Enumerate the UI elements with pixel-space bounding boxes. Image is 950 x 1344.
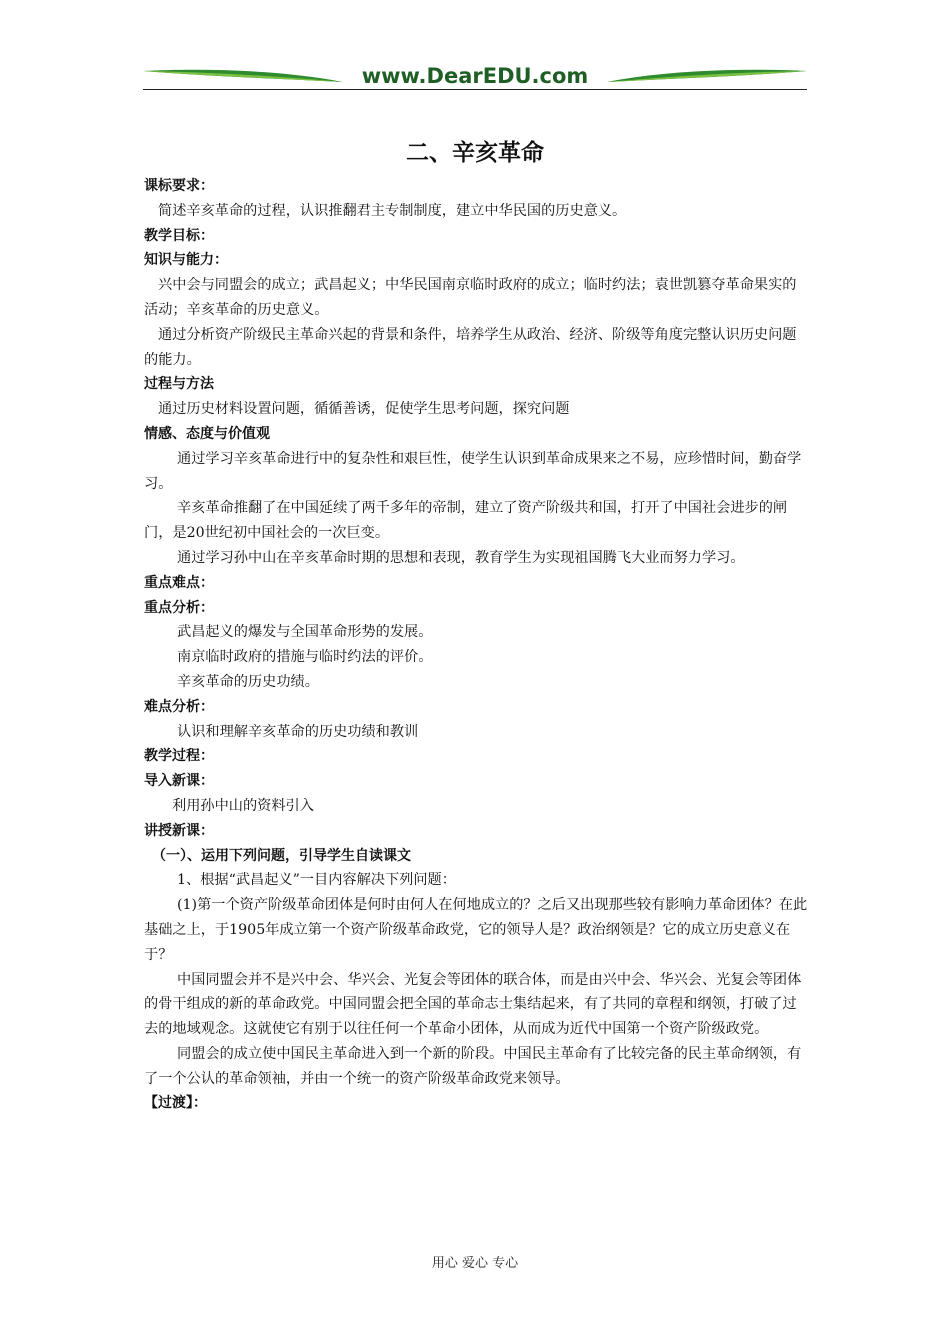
body-paragraph: 同盟会的成立使中国民主革命进入到一个新的阶段。中国民主革命有了比较完备的民主革命纲领，有了一个公认的革命领袖，并由一个统一的资产阶级革命政党来领导。: [144, 1045, 802, 1087]
body-paragraph: 兴中会与同盟会的成立；武昌起义；中华民国南京临时政府的成立；临时约法；袁世凯篡夺革命果实的活动；辛亥革命的历史意义。: [144, 277, 797, 318]
header-divider: [143, 89, 807, 90]
section-heading: 情感、态度与价值观: [144, 425, 270, 442]
section-heading: 课标要求：: [144, 178, 214, 194]
section-heading: 过程与方法: [144, 376, 214, 393]
body-paragraph: 武昌起义的爆发与全国革命形势的发展。: [177, 624, 433, 641]
section-heading: 教学目标：: [144, 227, 214, 244]
section-heading: 讲授新课：: [144, 822, 214, 839]
document-body: [144, 174, 808, 1116]
section-heading: 教学过程：: [144, 748, 214, 765]
body-paragraph: 通过分析资产阶级民主革命兴起的背景和条件，培养学生从政治、经济、阶级等角度完整认识历史问题的能力。: [144, 326, 797, 368]
section-heading: 重点难点：: [144, 574, 214, 591]
body-paragraph: 中国同盟会并不是兴中会、华兴会、光复会等团体的联合体，而是由兴中会、华兴会、光复会等团体的骨干组成的新的革命政党。中国同盟会把全国的革命志士集结起来，有了共同的章程和纲领，打破了过去的地域观念。这就使它有别于以往任何一个革命小团体，从而成为近代中国第一个资产阶级政党。: [144, 971, 802, 1038]
site-header-banner: [143, 62, 807, 92]
section-heading: 【过渡】：: [144, 1095, 207, 1112]
section-heading: 知识与能力：: [144, 252, 228, 269]
page-title: 二、辛亥革命: [406, 140, 544, 166]
body-paragraph: 利用孙中山的资料引入: [172, 797, 314, 814]
body-paragraph: 通过学习孙中山在辛亥革命时期的思想和表现，教育学生为实现祖国腾飞大业而努力学习。: [177, 549, 745, 566]
page-footer: 用心 爱心 专心: [431, 1256, 519, 1271]
site-logo-text: www.DearEDU.com: [361, 64, 589, 88]
body-paragraph: 通过学习辛亥革命进行中的复杂性和艰巨性，使学生认识到革命成果来之不易，应珍惜时间，勤奋学习。: [144, 450, 802, 492]
body-paragraph: 辛亥革命推翻了在中国延续了两千多年的帝制，建立了资产阶级共和国，打开了中国社会进步的闸门，是20世纪初中国社会的一次巨变。: [144, 500, 788, 542]
section-heading: 重点分析：: [144, 599, 214, 616]
section-heading: 导入新课：: [144, 773, 214, 790]
body-paragraph: 南京临时政府的措施与临时约法的评价。: [177, 649, 433, 666]
section-heading: 难点分析：: [144, 698, 214, 715]
body-paragraph: 认识和理解辛亥革命的历史功绩和教训: [177, 723, 419, 740]
body-paragraph: 通过历史材料设置问题，循循善诱，促使学生思考问题，探究问题: [158, 401, 570, 418]
body-paragraph: 辛亥革命的历史功绩。: [177, 673, 319, 690]
body-paragraph: 1、根据“武昌起义”一目内容解决下列问题：: [177, 872, 456, 889]
section-heading: （一）、运用下列问题，引导学生自读课文: [152, 847, 411, 864]
body-paragraph: 简述辛亥革命的过程，认识推翻君主专制制度，建立中华民国的历史意义。: [158, 202, 627, 219]
body-paragraph: (1)第一个资产阶级革命团体是何时由何人在何地成立的？之后又出现那些较有影响力革命团体？在此基础之上，于1905年成立第一个资产阶级革命政党，它的领导人是？政治纲领是？它的成立历史意义在于？: [144, 897, 808, 963]
